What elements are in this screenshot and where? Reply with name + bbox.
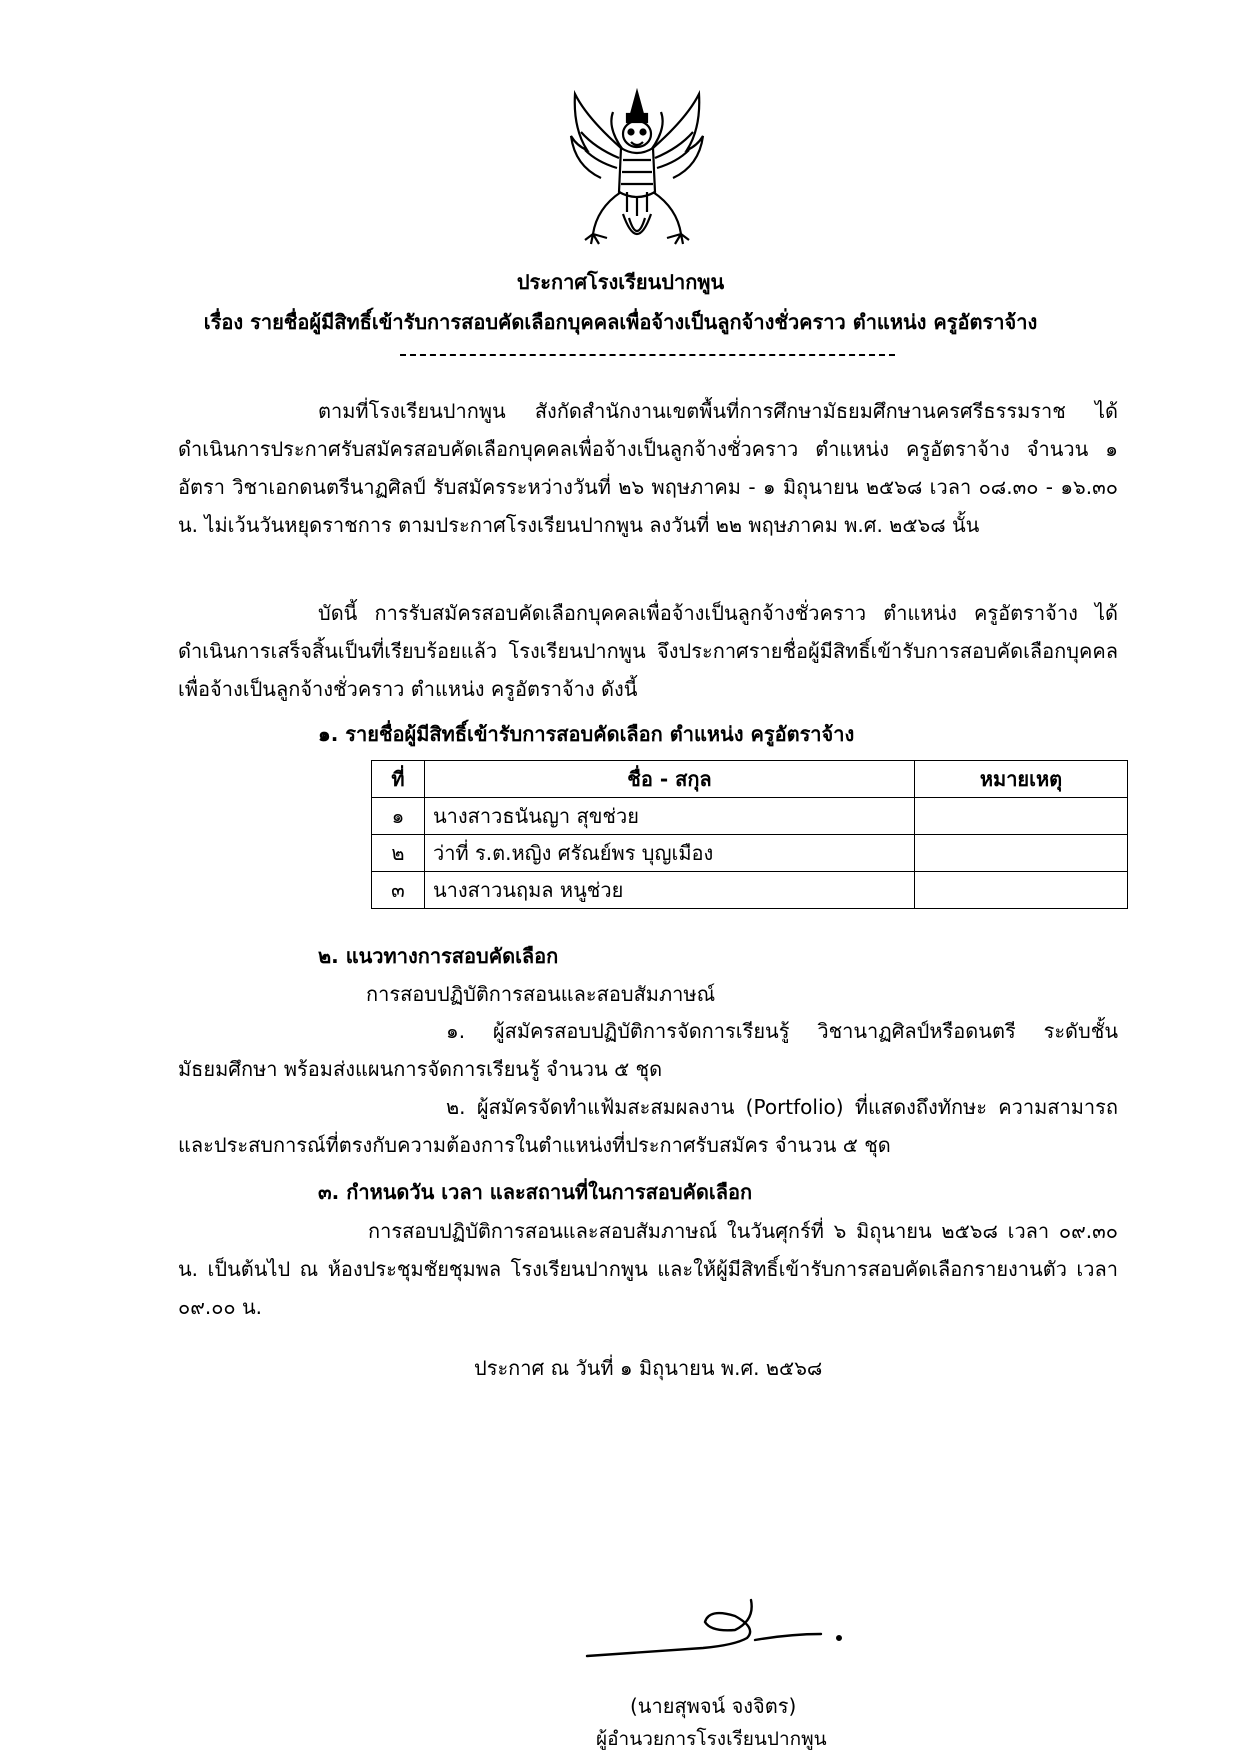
candidate-name: นางสาวนฤมล หนูช่วย <box>425 872 915 909</box>
garuda-emblem-icon <box>567 88 707 258</box>
signature-image <box>585 1590 855 1670</box>
paragraph-intro-text: ตามที่โรงเรียนปากพูน สังกัดสำนักงานเขตพื้นที่การศึกษามัธยมศึกษานครศรีธรรมราช ได้ดำเนินการประกาศรับสมัครสอบคัดเลือกบุคคลเพื่อจ้างเป็นลูกจ้างชั่วคราว ตำแหน่ง ครูอัตราจ้าง จำนวน ๑ อัตรา วิชาเอกดนตรีนาฏศิลป์ รับสมัครระหว่างวันที่ ๒๖ พฤษภาคม - ๑ มิถุนายน ๒๕๖๘ เวลา ๐๘.๓๐ - ๑๖.๓๐ น. ไม่เว้นวันหยุดราชการ ตามประกาศโรงเรียนปากพูน ลงวันที่ ๒๒ พฤษภาคม พ.ศ. ๒๕๖๘ นั้น <box>178 399 1118 537</box>
paragraph-result <box>178 594 1118 708</box>
section2-intro: การสอบปฏิบัติการสอนและสอบสัมภาษณ์ <box>366 982 716 1006</box>
row-number: ๓ <box>372 872 425 909</box>
candidate-remark <box>915 835 1128 872</box>
table-row <box>372 872 1128 909</box>
column-header-remark: หมายเหตุ <box>915 761 1128 798</box>
table-row <box>372 835 1128 872</box>
section2-item2 <box>178 1088 1118 1164</box>
section2-heading: ๒. แนวทางการสอบคัดเลือก <box>318 944 559 968</box>
column-header-no: ที่ <box>372 761 425 798</box>
announce-date: ประกาศ ณ วันที่ ๑ มิถุนายน พ.ศ. ๒๕๖๘ <box>474 1356 823 1380</box>
section3-text-content: การสอบปฏิบัติการสอนและสอบสัมภาษณ์ ในวันศุกร์ที่ ๖ มิถุนายน ๒๕๖๘ เวลา ๐๙.๓๐ น. เป็นต้นไป ณ ห้องประชุมชัยชุมพล โรงเรียนปากพูน และให้ผู้มีสิทธิ์เข้ารับการสอบคัดเลือกรายงานตัว เวลา ๐๙.๐๐ น. <box>178 1219 1118 1319</box>
table-header-row <box>372 761 1128 798</box>
section3-heading: ๓. กำหนดวัน เวลา และสถานที่ในการสอบคัดเลือก <box>318 1180 753 1204</box>
section3-text <box>178 1212 1118 1326</box>
candidate-remark <box>915 798 1128 835</box>
announcement-subject: เรื่อง รายชื่อผู้มีสิทธิ์เข้ารับการสอบคัดเลือกบุคคลเพื่อจ้างเป็นลูกจ้างชั่วคราว ตำแหน่ง ครูอัตราจ้าง <box>203 310 1038 334</box>
section2-item1-text: ๑. ผู้สมัครสอบปฏิบัติการจัดการเรียนรู้ วิชานาฏศิลป์หรือดนตรี ระดับชั้นมัธยมศึกษา พร้อมส่งแผนการจัดการเรียนรู้ จำนวน ๕ ชุด <box>178 1019 1118 1081</box>
paragraph-intro <box>178 392 1118 544</box>
signatory-name: (นายสุพจน์ จงจิตร) <box>630 1694 797 1718</box>
row-number: ๒ <box>372 835 425 872</box>
row-number: ๑ <box>372 798 425 835</box>
announcement-title: ประกาศโรงเรียนปากพูน <box>516 270 725 294</box>
table-row <box>372 798 1128 835</box>
candidate-remark <box>915 872 1128 909</box>
signatory-position: ผู้อำนวยการโรงเรียนปากพูน <box>596 1728 827 1750</box>
column-header-name: ชื่อ - สกุล <box>425 761 915 798</box>
section1-heading: ๑. รายชื่อผู้มีสิทธิ์เข้ารับการสอบคัดเลือก ตำแหน่ง ครูอัตราจ้าง <box>318 722 855 746</box>
candidate-name: ว่าที่ ร.ต.หญิง ศรัณย์พร บุญเมือง <box>425 835 915 872</box>
section2-item2-text: ๒. ผู้สมัครจัดทำแฟ้มสะสมผลงาน (Portfolio) ที่แสดงถึงทักษะ ความสามารถ และประสบการณ์ที่ตรงกับความต้องการในตำแหน่งที่ประกาศรับสมัคร จำนวน ๕ ชุด <box>178 1095 1118 1157</box>
paragraph-result-text: บัดนี้ การรับสมัครสอบคัดเลือกบุคคลเพื่อจ้างเป็นลูกจ้างชั่วคราว ตำแหน่ง ครูอัตราจ้าง ได้ดำเนินการเสร็จสิ้นเป็นที่เรียบร้อยแล้ว โรงเรียนปากพูน จึงประกาศรายชื่อผู้มีสิทธิ์เข้ารับการสอบคัดเลือกบุคคลเพื่อจ้างเป็นลูกจ้างชั่วคราว ตำแหน่ง ครูอัตราจ้าง ดังนี้ <box>178 601 1118 701</box>
candidate-name: นางสาวธนันญา สุขช่วย <box>425 798 915 835</box>
candidate-table <box>371 760 1128 909</box>
separator-line <box>400 354 895 356</box>
section2-item1 <box>178 1012 1118 1088</box>
